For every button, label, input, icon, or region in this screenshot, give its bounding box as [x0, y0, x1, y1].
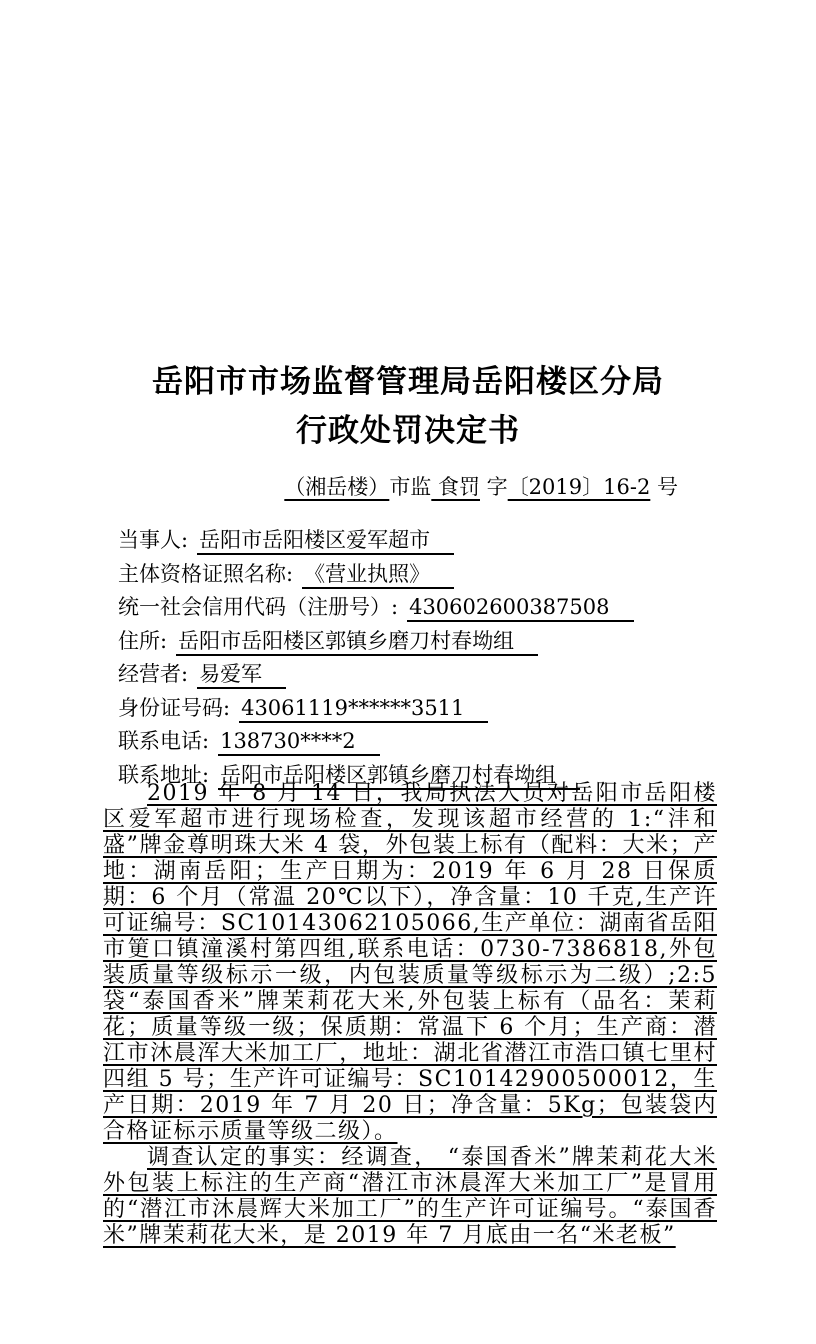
document-number-segment: 〔2019〕16-2: [507, 475, 651, 499]
field-label: 当事人:: [118, 528, 189, 552]
field-value: 岳阳市岳阳楼区郭镇乡磨刀村春坳组: [176, 629, 538, 656]
field-value: 易爱军: [197, 662, 286, 689]
field-value: 430602600387508: [407, 595, 633, 622]
document-number-segment: 号: [650, 475, 678, 499]
field-label: 联系地址:: [118, 762, 210, 787]
field-label: 主体资格证照名称:: [118, 561, 294, 586]
field-value: 岳阳市岳阳楼区爱军超市: [197, 528, 454, 555]
party-field-row: [118, 692, 718, 726]
field-label: 身份证号码:: [118, 695, 231, 720]
party-field-row: [118, 558, 718, 592]
party-field-row: [118, 625, 718, 659]
party-field-row: [118, 591, 718, 625]
field-value: 《营业执照》: [302, 562, 454, 589]
document-number: [0, 472, 678, 502]
field-label: 住所:: [118, 628, 168, 653]
field-label: 统一社会信用代码（注册号）:: [118, 595, 399, 619]
field-label: 经营者:: [118, 662, 189, 686]
party-field-row: [118, 725, 718, 759]
document-title: 岳阳市市场监督管理局岳阳楼区分局: [152, 364, 664, 400]
document-number-segment: 食罚: [431, 475, 480, 499]
document-number-segment: 字: [480, 475, 508, 499]
document-subtitle: 行政处罚决定书: [296, 413, 520, 449]
document-body: [103, 781, 717, 1249]
document-number-segment: （湘岳楼）: [284, 475, 390, 499]
field-label: 联系电话:: [118, 729, 210, 753]
document-number-segment: 市监: [389, 475, 432, 499]
field-value: 138730****2: [218, 729, 380, 756]
party-field-row: [118, 524, 718, 558]
body-paragraph: 2019 年 8 月 14 日，我局执法人员对岳阳市岳阳楼区爱军超市进行现场检查，发现该超市经营的 1:“沣和盛”牌金尊明珠大米 4 袋，外包装上标有（配料：大米；产地：湖南岳阳；生产日期为：2019 年 6 月 28 日保质期：6 个月（常温 20℃以下），净含量：10 千克,生产许可证编号：SC10143062105066,生产单位：湖南省岳阳市筻口镇潼溪村第四组,联系电话：0730-7386818,外包装质量等级标示一级，内包装质量等级标示为二级）;2:5 袋“泰国香米”牌茉莉花大米,外包装上标有（品名：茉莉花；质量等级一级；保质期：常温下 6 个月；生产商：潜江市沐晨浑大米加工厂，地址：湖北省潜江市浩口镇七里村四组 5 号；生产许可证编号：SC10142900500012，生产日期：2019 年 7 月 20 日；净含量：5Kg；包装袋内合格证标示质量等级二级）。: [103, 781, 717, 1144]
field-value: 岳阳市岳阳楼区郭镇乡磨刀村春坳组: [218, 763, 580, 790]
party-info-section: [118, 524, 718, 792]
field-value: 43061119******3511: [239, 696, 488, 723]
party-field-row: [118, 658, 718, 692]
body-paragraph: 调查认定的事实：经调查， “泰国香米”牌茉莉花大米外包装上标注的生产商“潜江市沐晨浑大米加工厂”是冒用的“潜江市沐晨辉大米加工厂”的生产许可证编号。“泰国香米”牌茉莉花大米，是 2019 年 7 月底由一名“米老板”: [103, 1145, 717, 1248]
